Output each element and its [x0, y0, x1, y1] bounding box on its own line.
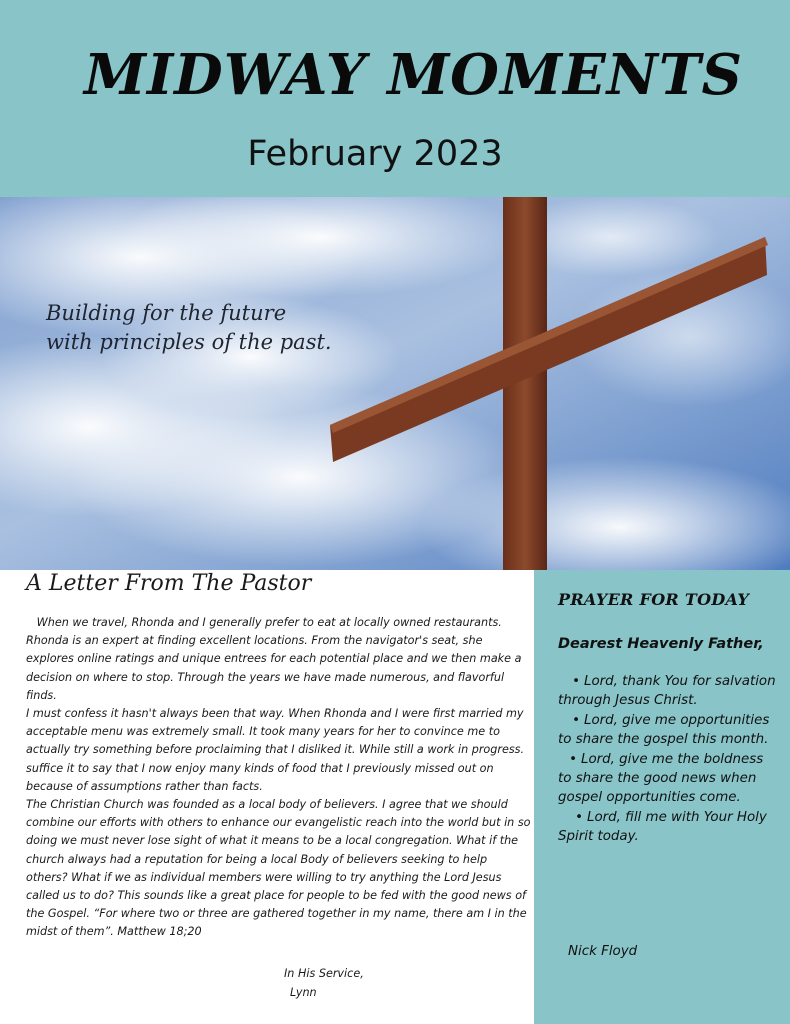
bullet-icon: •	[572, 712, 580, 728]
prayer-item: • Lord, give me the boldness to share the good news when gospel opportunities come.	[558, 751, 764, 806]
prayer-author: Nick Floyd	[568, 944, 638, 959]
letter-paragraph: When we travel, Rhonda and I generally prefer to eat at locally owned restaurants. Rhonda is an expert at finding excellent locations. From the navigator's seat, she explores online ratings and unique entrees for each potential place and we then make a decision on where to stop. Through the years we have made numerous, and flavorful finds.	[26, 616, 526, 702]
hero-image	[0, 197, 790, 570]
letter-body	[26, 614, 532, 942]
tagline-line-2: with principles of the past.	[46, 330, 332, 354]
masthead-banner	[0, 0, 790, 197]
letter-paragraph: I must confess it hasn't always been that way. When Rhonda and I were first married my acceptable menu was extremely small. It took many years for her to convince me to actually try something before proclaiming that I disliked it. While still a work in progress. suffice it to say that I now enjoy many kinds of food that I previously missed out on because of assumptions rather than facts.	[26, 707, 525, 793]
sky-cross-illustration	[0, 197, 790, 570]
letter-title: A Letter From The Pastor	[26, 571, 312, 596]
prayer-item: • Lord, thank You for salvation through Jesus Christ.	[558, 674, 776, 709]
letter-paragraph: The Christian Church was founded as a local body of believers. I agree that we should combine our efforts with others to enhance our evangelistic reach into the world but in so doing we must never lose sight of what it means to be a local congregation. What if the church always had a reputation for being a local Body of believers seeking to help others? What if we as individual members were willing to try anything the Lord Jesus called us to do? This sounds like a great place for people to be fed with the good news of the Gospel. “For where two or three are gathered together in my name, there am I in the midst of them”. Matthew 18;20	[26, 798, 531, 939]
issue-date: February 2023	[247, 134, 503, 174]
bullet-icon: •	[572, 674, 580, 689]
newsletter-title: MIDWAY MOMENTS	[84, 42, 743, 108]
prayer-heading: PRAYER FOR TODAY	[558, 590, 750, 609]
bullet-icon: •	[569, 751, 577, 767]
letter-closing	[284, 964, 364, 1002]
prayer-list	[558, 672, 780, 847]
closing-phrase: In His Service,	[284, 967, 364, 980]
hero-tagline	[46, 299, 332, 357]
prayer-item: • Lord, give me opportunities to share the gospel this month.	[558, 712, 770, 748]
bullet-icon: •	[575, 809, 583, 825]
prayer-item: • Lord, fill me with Your Holy Spirit today.	[558, 809, 767, 845]
prayer-salutation: Dearest Heavenly Father,	[558, 636, 764, 652]
prayer-sidebar	[534, 570, 790, 1024]
letter-signature: Lynn	[290, 986, 317, 999]
tagline-line-1: Building for the future	[46, 301, 287, 325]
